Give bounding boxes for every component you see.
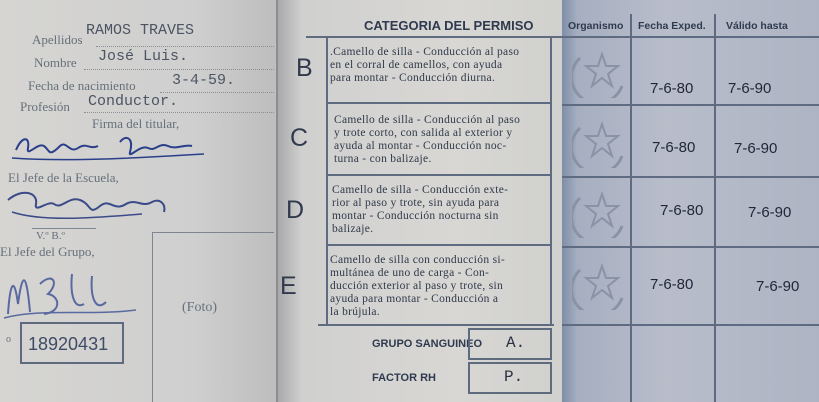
nacimiento-label: Fecha de nacimiento [28, 78, 136, 93]
c-line-4: turna - con balizaje. [334, 153, 432, 165]
document-number: 18920431 [28, 334, 109, 354]
nombre-line [84, 69, 274, 70]
dates-row-divider-1 [562, 104, 819, 106]
jefe-grupo-signature [0, 254, 140, 324]
category-c-description [334, 114, 554, 166]
category-d-letter: D [286, 196, 305, 224]
organismo-stamp-d [572, 186, 630, 238]
fecha-exped-header: Fecha Exped. [638, 20, 706, 32]
categoria-header: CATEGORIA DEL PERMISO [364, 18, 534, 33]
foto-left-line [152, 232, 153, 402]
foto-label: (Foto) [182, 300, 217, 315]
row-divider-4 [318, 324, 554, 326]
valido-hasta-header: Válido hasta [726, 20, 788, 32]
fecha-exped-d: 7-6-80 [660, 202, 704, 219]
dates-header-underline [562, 36, 819, 38]
vb-label: V.º B.º [36, 230, 65, 242]
d-line-1: Camello de silla - Conducción exte- [332, 184, 509, 196]
fecha-exped-c: 7-6-80 [652, 139, 696, 156]
b-line-3: para montar - Conducción diurna. [330, 72, 496, 84]
header-underline [306, 36, 566, 38]
b-line-2: en el corral de camellos, con ayuda [330, 59, 503, 71]
apellidos-line [96, 46, 274, 47]
profesion-label: Profesión [20, 99, 70, 114]
category-d-description [332, 184, 552, 236]
category-b-description [330, 46, 550, 85]
grupo-sanguineo-value: A. [506, 334, 526, 352]
dates-row-divider-2 [562, 176, 819, 178]
e-line-5: la brújula. [330, 306, 380, 318]
organismo-stamp-b [572, 46, 630, 98]
fecha-exped-b: 7-6-80 [650, 80, 694, 97]
dates-row-divider-4 [562, 324, 819, 326]
e-line-2: multánea de uno de carga - Con- [330, 267, 490, 279]
d-line-2: rior al paso y trote, sin ayuda para [332, 197, 500, 209]
d-line-4: balizaje. [332, 223, 374, 235]
organismo-stamp-c [572, 116, 630, 168]
left-page [0, 0, 278, 402]
factor-rh-value: P. [504, 368, 524, 386]
small-o-mark: o [6, 334, 11, 345]
jefe-escuela-signature [2, 182, 172, 230]
e-line-1: Camello de silla con conducción si- [330, 254, 505, 266]
category-e-letter: E [280, 272, 297, 300]
firma-label: Firma del titular, [92, 116, 180, 131]
factor-rh-label: FACTOR RH [372, 372, 436, 384]
valido-hasta-b: 7-6-90 [728, 80, 772, 97]
jefe-escuela-label: El Jefe de la Escuela, [8, 170, 119, 185]
category-e-description [330, 254, 554, 319]
valido-hasta-e: 7-6-90 [756, 278, 800, 295]
nombre-label: Nombre [34, 55, 77, 70]
nacimiento-value: 3-4-59. [172, 72, 236, 89]
organismo-header: Organismo [568, 20, 624, 32]
titular-signature [8, 128, 208, 166]
valido-hasta-c: 7-6-90 [734, 140, 778, 157]
apellidos-value: RAMOS TRAVES [86, 22, 195, 39]
nombre-value: José Luis. [98, 48, 189, 65]
category-c-letter: C [290, 124, 309, 152]
jefe-grupo-label: El Jefe del Grupo, [0, 244, 95, 259]
apellidos-label: Apellidos [32, 32, 83, 47]
row-divider-1 [326, 102, 552, 104]
dates-row-divider-3 [562, 246, 819, 248]
category-b-letter: B [296, 54, 313, 82]
c-line-1: Camello de silla - Conducción al paso [334, 114, 521, 126]
vb-line [32, 228, 96, 229]
profesion-line [84, 112, 274, 113]
profesion-value: Conductor. [88, 93, 179, 110]
row-divider-2 [326, 174, 552, 176]
foto-top-line [152, 232, 274, 233]
cat-left-border [326, 36, 328, 326]
e-line-4: ayuda para montar - Conducción a [330, 293, 499, 305]
d-line-3: montar - Conducción nocturna sin [332, 210, 499, 222]
category-page [276, 0, 578, 402]
row-divider-3 [326, 244, 552, 246]
c-line-3: ayuda al montar - Conducción noc- [334, 140, 507, 152]
e-line-3: ducción exterior al paso y trote, sin [330, 280, 504, 292]
organismo-divider [630, 14, 632, 402]
b-line-1: .Camello de silla - Conducción al paso [330, 46, 520, 58]
grupo-sanguineo-label: GRUPO SANGUINEO [372, 338, 483, 350]
dates-page [562, 0, 819, 402]
fecha-exped-e: 7-6-80 [650, 276, 694, 293]
c-line-2: y trote corto, con salida al exterior y [334, 127, 513, 139]
valido-hasta-d: 7-6-90 [748, 204, 792, 221]
organismo-stamp-e [572, 258, 630, 310]
fecha-divider [714, 14, 716, 402]
